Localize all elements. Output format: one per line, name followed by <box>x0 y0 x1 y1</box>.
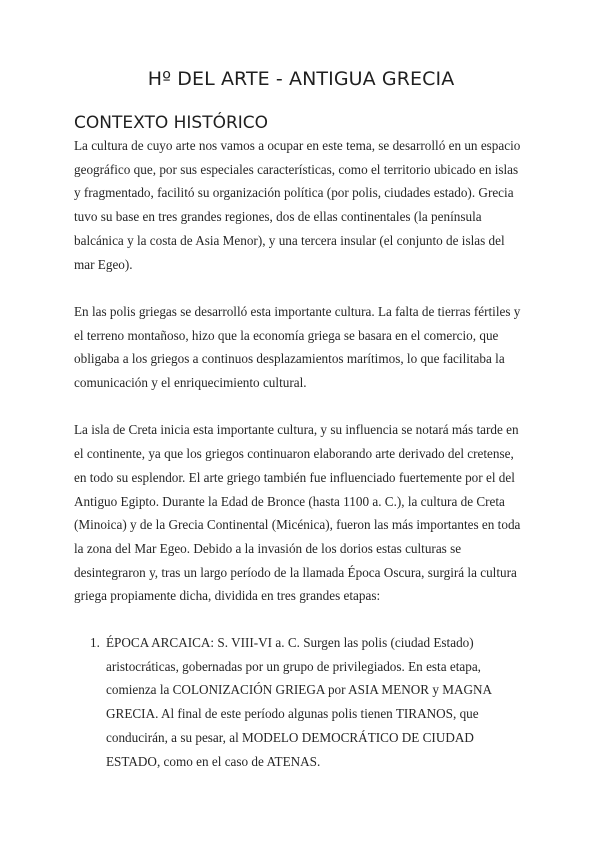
section-heading: CONTEXTO HISTÓRICO <box>74 113 269 133</box>
document-title: Hº DEL ARTE - ANTIGUA GRECIA <box>147 68 455 90</box>
paragraph-geografia: La cultura de cuyo arte nos vamos a ocupar en este tema, se desarrolló en un espacio geográfico que, por sus especiales características, como el territorio ubicado en islas y fragmentado, facilitó su organización política (por polis, ciudades estado). Grecia tuvo su base en tres grandes regiones, dos de ellas continentales (la península balcánica y la costa de Asia Menor), y una tercera insular (el conjunto de islas del mar Egeo). <box>74 138 521 272</box>
paragraph-polis: En las polis griegas se desarrolló esta importante cultura. La falta de tierras fértiles y el terreno montañoso, hizo que la economía griega se basara en el comercio, que obligaba a los griegos a continuos desplazamientos marítimos, lo que facilitaba la comunicación y el enriquecimiento cultural. <box>74 303 521 391</box>
list-item <box>74 631 528 773</box>
paragraph-creta: La isla de Creta inicia esta importante cultura, y su influencia se notará más tarde en el continente, ya que los griegos continuaron elaborando arte derivado del cretense, en todo su esplendor. El arte griego también fue influenciado fuertemente por el del Antiguo Egipto. Durante la Edad de Bronce (hasta 1100 a. C.), la cultura de Creta (Minoica) y de la Grecia Continental (Micénica), fueron las más importantes en toda la zona del Mar Egeo. Debido a la invasión de los dorios estas culturas se desintegraron y, tras un largo período de la llamada Época Oscura, surgirá la cultura griega propiamente dicha, dividida en tres grandes etapas: <box>74 422 521 604</box>
list-item-text: ÉPOCA ARCAICA: S. VIII-VI a. C. Surgen las polis (ciudad Estado) aristocráticas, gobernadas por un grupo de privilegiados. En esta etapa, comienza la COLONIZACIÓN GRIEGA por ASIA MENOR y MAGNA GRECIA. Al final de este período algunas polis tienen TIRANOS, que conducirán, a su pesar, al MODELO DEMOCRÁTICO DE CIUDAD ESTADO, como en el caso de ATENAS. <box>106 635 492 769</box>
etapas-list <box>74 631 528 773</box>
list-item-number: 1. <box>90 635 100 651</box>
